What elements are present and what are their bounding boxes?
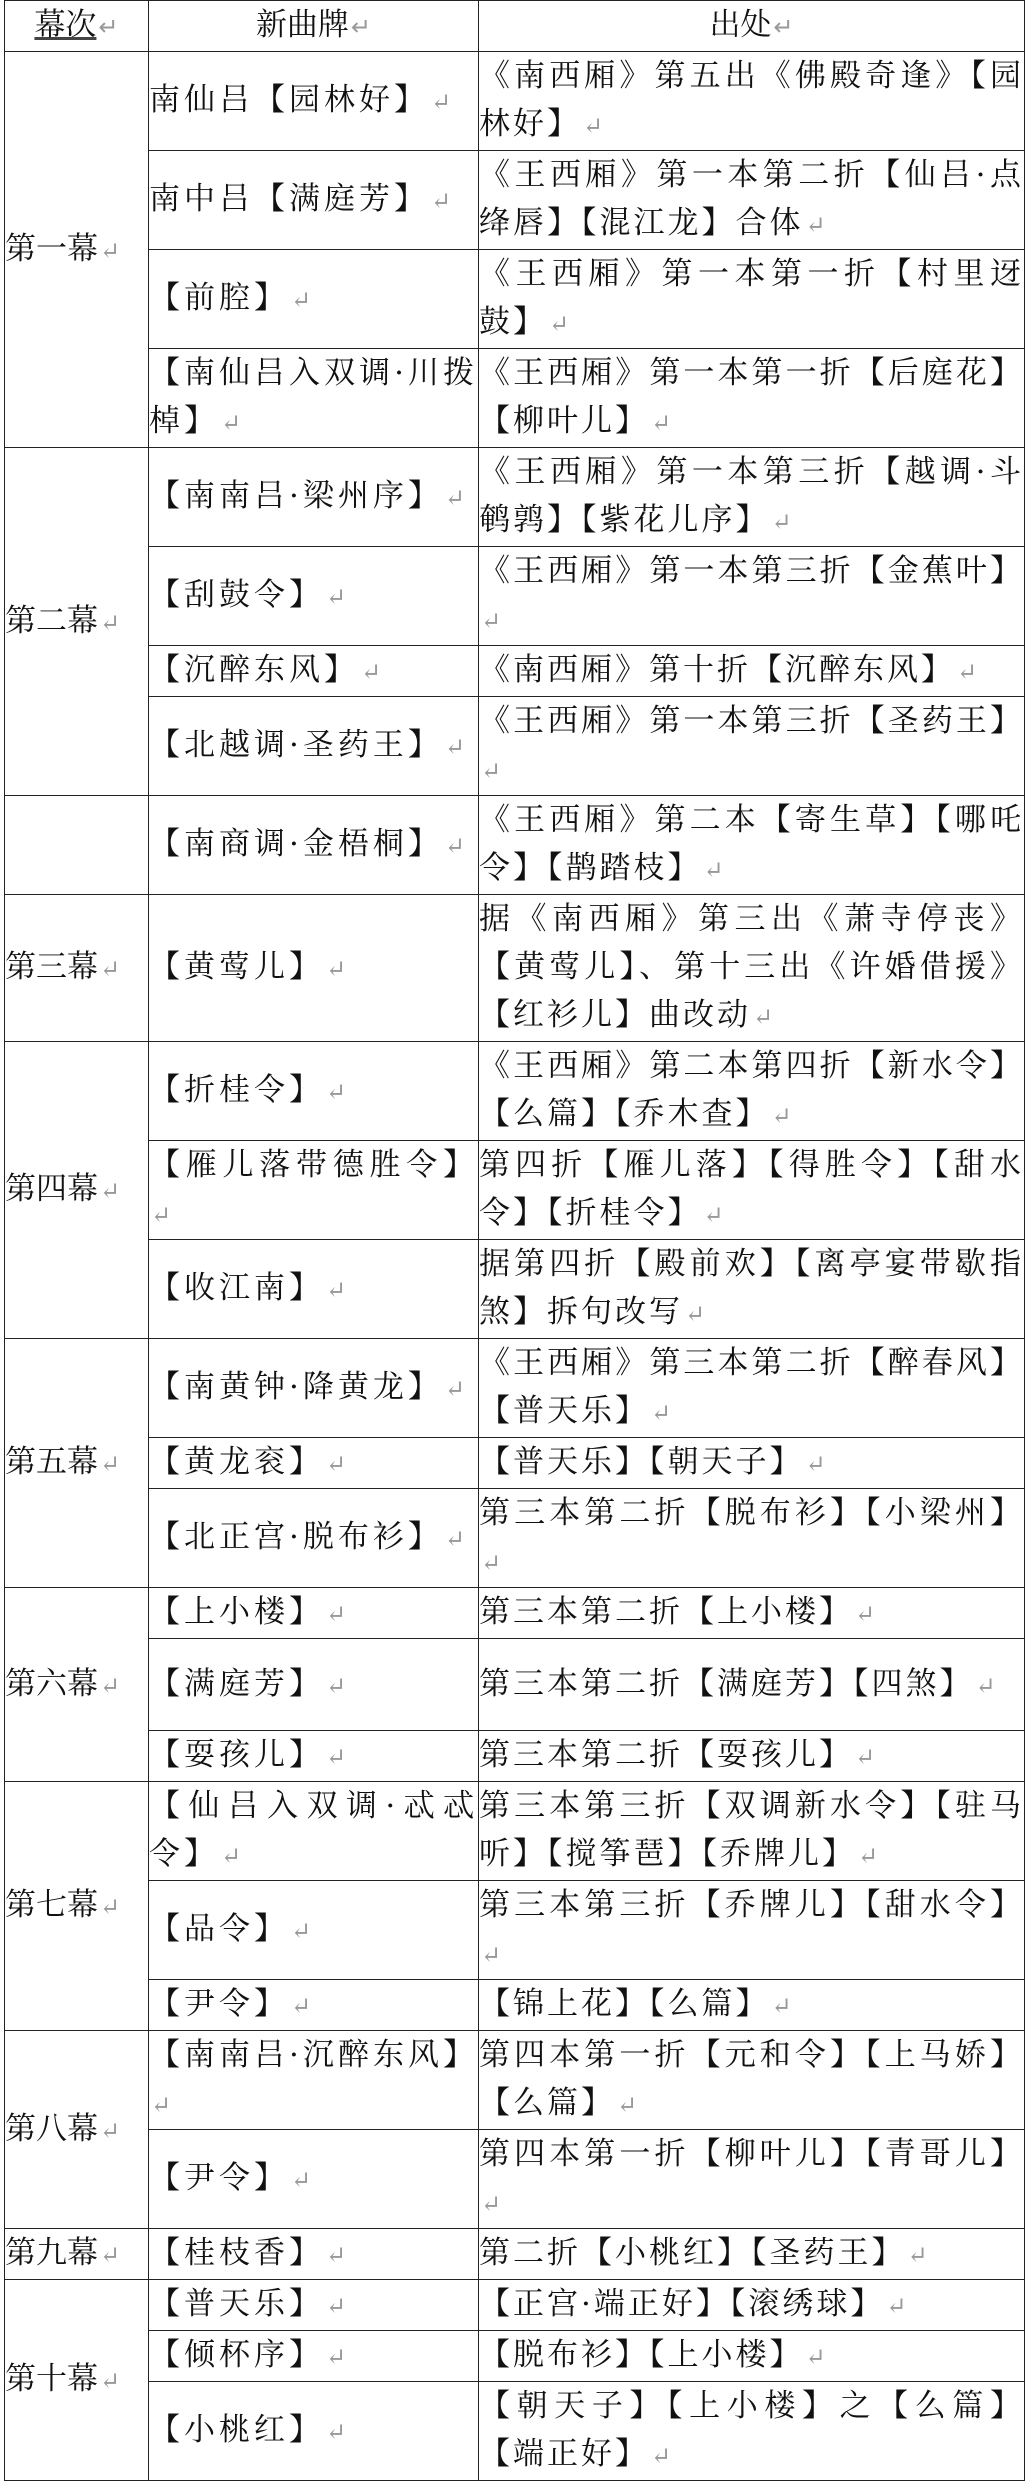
source-cell — [479, 2331, 1025, 2382]
act-cell — [5, 2280, 149, 2481]
act-cell — [5, 1042, 149, 1339]
header-row — [5, 1, 1025, 52]
new-tune-text: 【桂枝香】 — [149, 2235, 324, 2271]
new-tune-cell — [149, 250, 479, 349]
table-row — [5, 448, 1025, 547]
return-mark: ↵ — [291, 1917, 312, 1945]
return-mark: ↵ — [957, 658, 978, 686]
source-text: 据第四折【殿前欢】【离亭宴带歇指煞】拆句改写 — [479, 1246, 1024, 1330]
table-header — [5, 1, 1025, 52]
source-text: 【锦上花】【么篇】 — [479, 1986, 770, 2022]
return-mark: ↵ — [444, 1375, 465, 1403]
source-text: 第四本第一折【元和令】【上马娇】【么篇】 — [479, 2037, 1024, 2121]
act-cell — [5, 448, 149, 796]
table-body — [5, 52, 1025, 2481]
table-row — [5, 646, 1025, 697]
return-mark: ↵ — [100, 2116, 121, 2145]
header-new-tune: 新曲牌↵ — [149, 1, 479, 52]
source-cell — [479, 1438, 1025, 1489]
return-mark: ↵ — [291, 2166, 312, 2194]
act-cell — [5, 796, 149, 895]
table-row — [5, 547, 1025, 646]
source-cell — [479, 1881, 1025, 1980]
table-row — [5, 1639, 1025, 1731]
new-tune-text: 【南黄钟·降黄龙】 — [149, 1369, 443, 1405]
return-mark: ↵ — [326, 1743, 347, 1771]
return-mark: ↵ — [481, 607, 502, 635]
act-cell — [5, 52, 149, 448]
new-tune-cell — [149, 1881, 479, 1980]
return-mark: ↵ — [855, 1743, 876, 1771]
table-row — [5, 2331, 1025, 2382]
act-cell — [5, 2229, 149, 2280]
source-text: 【脱布衫】【上小楼】 — [479, 2337, 804, 2373]
return-mark: ↵ — [771, 1102, 792, 1130]
table-row — [5, 1489, 1025, 1588]
new-tune-text: 【黄莺儿】 — [149, 949, 324, 985]
return-mark: ↵ — [549, 310, 570, 338]
new-tune-text: 【南商调·金梧桐】 — [149, 826, 443, 862]
return-mark: ↵ — [771, 508, 792, 536]
table-row — [5, 1438, 1025, 1489]
table-row — [5, 697, 1025, 796]
new-tune-text: 【北正宫·脱布衫】 — [149, 1519, 443, 1555]
return-mark: ↵ — [753, 1003, 774, 1031]
new-tune-cell — [149, 1339, 479, 1438]
table-row — [5, 2031, 1025, 2130]
return-mark: ↵ — [703, 1201, 724, 1229]
return-mark: ↵ — [886, 2292, 907, 2320]
return-mark: ↵ — [221, 1842, 242, 1870]
new-tune-cell — [149, 1588, 479, 1639]
return-mark: ↵ — [975, 1671, 996, 1700]
return-mark: ↵ — [855, 1600, 876, 1628]
source-text: 第三本第二折【耍孩儿】 — [479, 1737, 853, 1773]
return-mark: ↵ — [583, 112, 604, 140]
return-mark: ↵ — [444, 733, 465, 761]
source-text: 《王西厢》第一本第一折【后庭花】【柳叶儿】 — [479, 355, 1024, 439]
new-tune-text: 南中吕【满庭芳】 — [149, 181, 429, 217]
table-row — [5, 1141, 1025, 1240]
source-cell — [479, 1339, 1025, 1438]
source-text: 《王西厢》第一本第三折【越调·斗鹌鹑】【紫花儿序】 — [479, 454, 1024, 538]
table-row — [5, 1881, 1025, 1980]
source-cell — [479, 448, 1025, 547]
source-text: 第三本第二折【脱布衫】【小梁州】 — [479, 1495, 1024, 1531]
return-mark: ↵ — [326, 2241, 347, 2269]
source-cell — [479, 796, 1025, 895]
return-mark: ↵ — [151, 2091, 172, 2119]
new-tune-text: 【仙吕入双调·忒忒令】 — [149, 1788, 478, 1872]
return-mark: ↵ — [481, 757, 502, 785]
act-name: 第八幕 — [5, 2110, 98, 2147]
new-tune-cell — [149, 349, 479, 448]
act-name: 第二幕 — [5, 602, 98, 639]
new-tune-text: 【前腔】 — [149, 280, 289, 316]
source-cell — [479, 1782, 1025, 1881]
new-tune-cell — [149, 646, 479, 697]
source-text: 《王西厢》第三本第二折【醉春风】【普天乐】 — [479, 1345, 1024, 1429]
source-text: 第三本第三折【双调新水令】【驻马听】【搅筝琶】【乔牌儿】 — [479, 1788, 1024, 1872]
source-text: 《王西厢》第一本第二折【仙吕·点绛唇】【混江龙】合体 — [479, 157, 1024, 241]
source-text: 《王西厢》第一本第三折【圣药王】 — [479, 703, 1024, 739]
new-tune-text: 【北越调·圣药王】 — [149, 727, 443, 763]
return-mark: ↵ — [651, 409, 672, 437]
table-row — [5, 151, 1025, 250]
new-tune-text: 【倾杯序】 — [149, 2337, 324, 2373]
return-mark: ↵ — [481, 2190, 502, 2218]
new-tune-cell — [149, 151, 479, 250]
source-cell — [479, 1731, 1025, 1782]
return-mark: ↵ — [431, 187, 452, 215]
new-tune-cell — [149, 1782, 479, 1881]
act-name: 第六幕 — [5, 1665, 98, 1702]
return-mark: ↵ — [100, 1893, 121, 1921]
new-tune-text: 【满庭芳】 — [149, 1665, 324, 1702]
return-mark: ↵ — [100, 2241, 121, 2269]
new-tune-text: 【普天乐】 — [149, 2286, 324, 2322]
source-text: 《王西厢》第二本第四折【新水令】【么篇】【乔木查】 — [479, 1048, 1024, 1132]
new-tune-cell — [149, 2280, 479, 2331]
new-tune-text: 【收江南】 — [149, 1270, 324, 1306]
return-mark: ↵ — [100, 1671, 121, 1700]
new-tune-text: 【南南吕·梁州序】 — [149, 478, 443, 514]
return-mark: ↵ — [221, 409, 242, 437]
new-tune-cell — [149, 895, 479, 1042]
table-row — [5, 1240, 1025, 1339]
new-tune-cell — [149, 1489, 479, 1588]
act-cell — [5, 2031, 149, 2229]
new-tune-cell — [149, 2382, 479, 2481]
return-mark: ↵ — [100, 1177, 121, 1205]
new-tune-cell — [149, 2130, 479, 2229]
return-mark: ↵ — [326, 1276, 347, 1304]
new-tune-text: 【小桃红】 — [149, 2412, 324, 2448]
return-mark: ↵ — [858, 1842, 879, 1870]
return-mark: ↵ — [805, 2343, 826, 2371]
source-text: 据《南西厢》第三出《萧寺停丧》【黄莺儿】、第十三出《许婚借援》【红衫儿】曲改动 — [479, 901, 1024, 1033]
table-row — [5, 2382, 1025, 2481]
return-mark: ↵ — [326, 1600, 347, 1628]
return-mark: ↵ — [151, 1201, 172, 1229]
return-mark: ↵ — [326, 955, 347, 983]
new-tune-cell — [149, 2229, 479, 2280]
new-tune-text: 【品令】 — [149, 1911, 289, 1947]
source-text: 【正宫·端正好】【滚绣球】 — [479, 2286, 885, 2322]
act-cell — [5, 1339, 149, 1588]
source-cell — [479, 646, 1025, 697]
source-cell — [479, 547, 1025, 646]
new-tune-cell — [149, 1042, 479, 1141]
table-row — [5, 2130, 1025, 2229]
return-mark: ↵ — [907, 2241, 928, 2269]
header-source: 出处↵ — [479, 1, 1025, 52]
return-mark: ↵ — [617, 2091, 638, 2119]
return-mark: ↵ — [444, 1525, 465, 1553]
new-tune-cell — [149, 448, 479, 547]
new-tune-text: 【雁儿落带德胜令】 — [149, 1147, 478, 1183]
return-mark: ↵ — [805, 211, 826, 239]
return-mark: ↵ — [326, 583, 347, 611]
act-name: 第四幕 — [5, 1171, 98, 1207]
source-text: 第四本第一折【柳叶儿】【青哥儿】 — [479, 2136, 1024, 2172]
new-tune-text: 【上小楼】 — [149, 1594, 324, 1630]
return-mark: ↵ — [100, 608, 121, 637]
new-tune-cell — [149, 547, 479, 646]
source-cell — [479, 2382, 1025, 2481]
new-tune-text: 【尹令】 — [149, 2160, 289, 2196]
return-mark: ↵ — [685, 1300, 706, 1328]
return-mark: ↵ — [326, 1671, 347, 1700]
new-tune-text: 【刮鼓令】 — [149, 577, 324, 613]
table-row — [5, 1588, 1025, 1639]
return-mark: ↵ — [326, 1078, 347, 1106]
new-tune-text: 【南仙吕入双调·川拨棹】 — [149, 355, 478, 439]
act-cell — [5, 1782, 149, 2031]
table-row — [5, 2280, 1025, 2331]
new-tune-cell — [149, 697, 479, 796]
return-mark: ↵ — [444, 832, 465, 860]
return-mark: ↵ — [291, 286, 312, 314]
act-name: 第七幕 — [5, 1887, 98, 1923]
source-cell — [479, 1141, 1025, 1240]
header-act: 幕次↵ — [5, 1, 149, 52]
table-row — [5, 52, 1025, 151]
return-mark: ↵ — [326, 1450, 347, 1478]
new-tune-text: 【耍孩儿】 — [149, 1737, 324, 1773]
new-tune-cell — [149, 1438, 479, 1489]
source-text: 【朝天子】【上小楼】之【么篇】【端正好】 — [479, 2388, 1024, 2472]
source-text: 《王西厢》第一本第三折【金蕉叶】 — [479, 553, 1024, 589]
return-mark: ↵ — [100, 236, 121, 265]
source-cell — [479, 1489, 1025, 1588]
return-mark: ↵ — [703, 856, 724, 884]
new-tune-text: 【南南吕·沉醉东风】 — [149, 2037, 478, 2073]
return-mark: ↵ — [481, 1549, 502, 1577]
return-mark: ↵ — [100, 955, 121, 983]
source-cell — [479, 2130, 1025, 2229]
source-text: 《南西厢》第五出《佛殿奇逢》【园林好】 — [479, 58, 1024, 142]
return-mark: ↵ — [651, 2442, 672, 2470]
new-tune-cell — [149, 796, 479, 895]
return-mark: ↵ — [771, 1992, 792, 2020]
new-tune-cell — [149, 1639, 479, 1731]
return-mark: ↵ — [326, 2418, 347, 2446]
source-text: 第三本第三折【乔牌儿】【甜水令】 — [479, 1887, 1024, 1923]
new-tune-cell — [149, 1980, 479, 2031]
act-name: 第九幕 — [5, 2235, 98, 2271]
source-cell — [479, 1588, 1025, 1639]
new-tune-cell — [149, 2331, 479, 2382]
new-tune-cell — [149, 52, 479, 151]
source-cell — [479, 1042, 1025, 1141]
source-cell — [479, 2229, 1025, 2280]
new-tune-cell — [149, 1240, 479, 1339]
source-text: 第四折【雁儿落】【得胜令】【甜水令】【折桂令】 — [479, 1147, 1024, 1231]
source-cell — [479, 697, 1025, 796]
table-row — [5, 2229, 1025, 2280]
table-row — [5, 1339, 1025, 1438]
return-mark: ↵ — [431, 88, 452, 116]
source-text: 第三本第二折【上小楼】 — [479, 1594, 853, 1630]
source-cell — [479, 1980, 1025, 2031]
table-row — [5, 1782, 1025, 1881]
source-text: 《南西厢》第十折【沉醉东风】 — [479, 652, 955, 688]
return-mark: ↵ — [100, 1450, 121, 1478]
source-cell — [479, 250, 1025, 349]
act-name: 第一幕 — [5, 230, 98, 267]
new-tune-cell — [149, 2031, 479, 2130]
source-cell — [479, 1639, 1025, 1731]
source-text: 第二折【小桃红】【圣药王】 — [479, 2235, 906, 2271]
act-cell — [5, 895, 149, 1042]
return-mark: ↵ — [326, 2292, 347, 2320]
source-cell — [479, 52, 1025, 151]
new-tune-text: 【黄龙衮】 — [149, 1444, 324, 1480]
new-tune-text: 【折桂令】 — [149, 1072, 324, 1108]
return-mark: ↵ — [444, 484, 465, 512]
table-row — [5, 349, 1025, 448]
return-mark: ↵ — [481, 1941, 502, 1969]
act-name: 第十幕 — [5, 2361, 98, 2397]
return-mark: ↵ — [326, 2343, 347, 2371]
new-tune-text: 【尹令】 — [149, 1986, 289, 2022]
source-cell — [479, 151, 1025, 250]
act-name: 第三幕 — [5, 949, 98, 985]
table-row — [5, 895, 1025, 1042]
return-mark: ↵ — [291, 1992, 312, 2020]
source-cell — [479, 2031, 1025, 2130]
source-text: 《王西厢》第一本第一折【村里迓鼓】 — [479, 256, 1024, 340]
table-row — [5, 250, 1025, 349]
table-row — [5, 1731, 1025, 1782]
source-cell — [479, 2280, 1025, 2331]
source-text: 第三本第二折【满庭芳】【四煞】 — [479, 1665, 974, 1702]
table-row — [5, 1980, 1025, 2031]
act-name: 第五幕 — [5, 1444, 98, 1480]
return-mark: ↵ — [805, 1450, 826, 1478]
return-mark: ↵ — [100, 2367, 121, 2395]
source-cell — [479, 1240, 1025, 1339]
new-tune-cell — [149, 1731, 479, 1782]
return-mark: ↵ — [651, 1399, 672, 1427]
act-cell — [5, 1588, 149, 1782]
source-cell — [479, 349, 1025, 448]
new-tune-text: 【沉醉东风】 — [149, 652, 359, 688]
source-cell — [479, 895, 1025, 1042]
return-mark: ↵ — [361, 658, 382, 686]
source-text: 《王西厢》第二本【寄生草】【哪吒令】【鹊踏枝】 — [479, 802, 1024, 886]
tune-source-table — [4, 0, 1025, 2481]
new-tune-text: 南仙吕【园林好】 — [149, 82, 429, 118]
table-row — [5, 796, 1025, 895]
source-text: 【普天乐】【朝天子】 — [479, 1444, 804, 1480]
new-tune-cell — [149, 1141, 479, 1240]
table-row — [5, 1042, 1025, 1141]
